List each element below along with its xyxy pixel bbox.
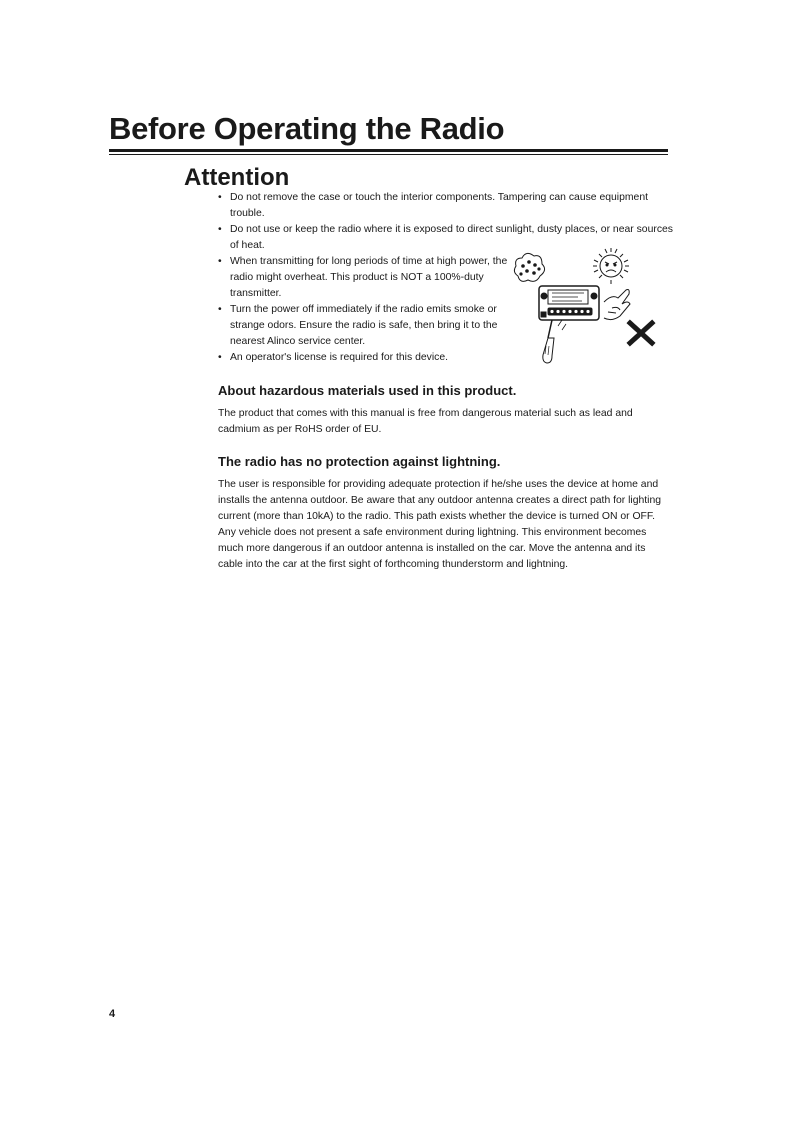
lightning-heading: The radio has no protection against lightning. [218, 454, 501, 469]
hand-icon [604, 290, 630, 320]
attention-item: • When transmitting for long periods of time at high power, the radio might overheat. This product is NOT a 100%-duty transmitter. [218, 254, 512, 302]
lightning-paragraph: The user is responsible for providing adequate protection if he/she uses the device at home and installs the antenna outdoor. Be aware that any outdoor antenna creates a direct path for lighting current (more than 10kA) to the radio. This path exists whether the device is turned ON or OFF. [218, 479, 662, 522]
attention-item: • Do not use or keep the radio where it is exposed to direct sunlight, dusty places, or near sources of heat. [218, 222, 673, 254]
page-number: 4 [109, 1008, 116, 1020]
attention-item: • An operator's license is required for this device. [218, 350, 673, 366]
attention-item: • Do not remove the case or touch the interior components. Tampering can cause equipment trouble. [218, 190, 673, 222]
dust-cloud-icon [514, 253, 544, 281]
page-title: Before Operating the Radio [109, 111, 505, 146]
hazardous-text: The product that comes with this manual is free from dangerous material such as lead and cadmium as per RoHS order of EU. [218, 408, 633, 435]
angry-sun-icon [593, 248, 629, 284]
screwdriver-icon [543, 320, 566, 363]
attention-heading: Attention [184, 164, 290, 191]
attention-item: • Turn the power off immediately if the radio emits smoke or strange odors. Ensure the radio is safe, then bring it to the nearest Alinco service center. [218, 302, 512, 350]
radio-unit-icon [539, 286, 599, 320]
warning-illustration [508, 242, 668, 368]
hazardous-heading: About hazardous materials used in this product. [218, 383, 517, 398]
prohibited-x-icon [630, 323, 652, 343]
lightning-paragraph: Any vehicle does not present a safe environment during lightning. This environment becomes much more dangerous if an outdoor antenna is installed on the car. Move the antenna and its cable into the car at the first sight of forthcoming thunderstorm and lightning. [218, 527, 647, 570]
lightning-body [218, 477, 670, 573]
title-rule-thick [109, 149, 668, 152]
title-rule-thin [109, 154, 668, 155]
